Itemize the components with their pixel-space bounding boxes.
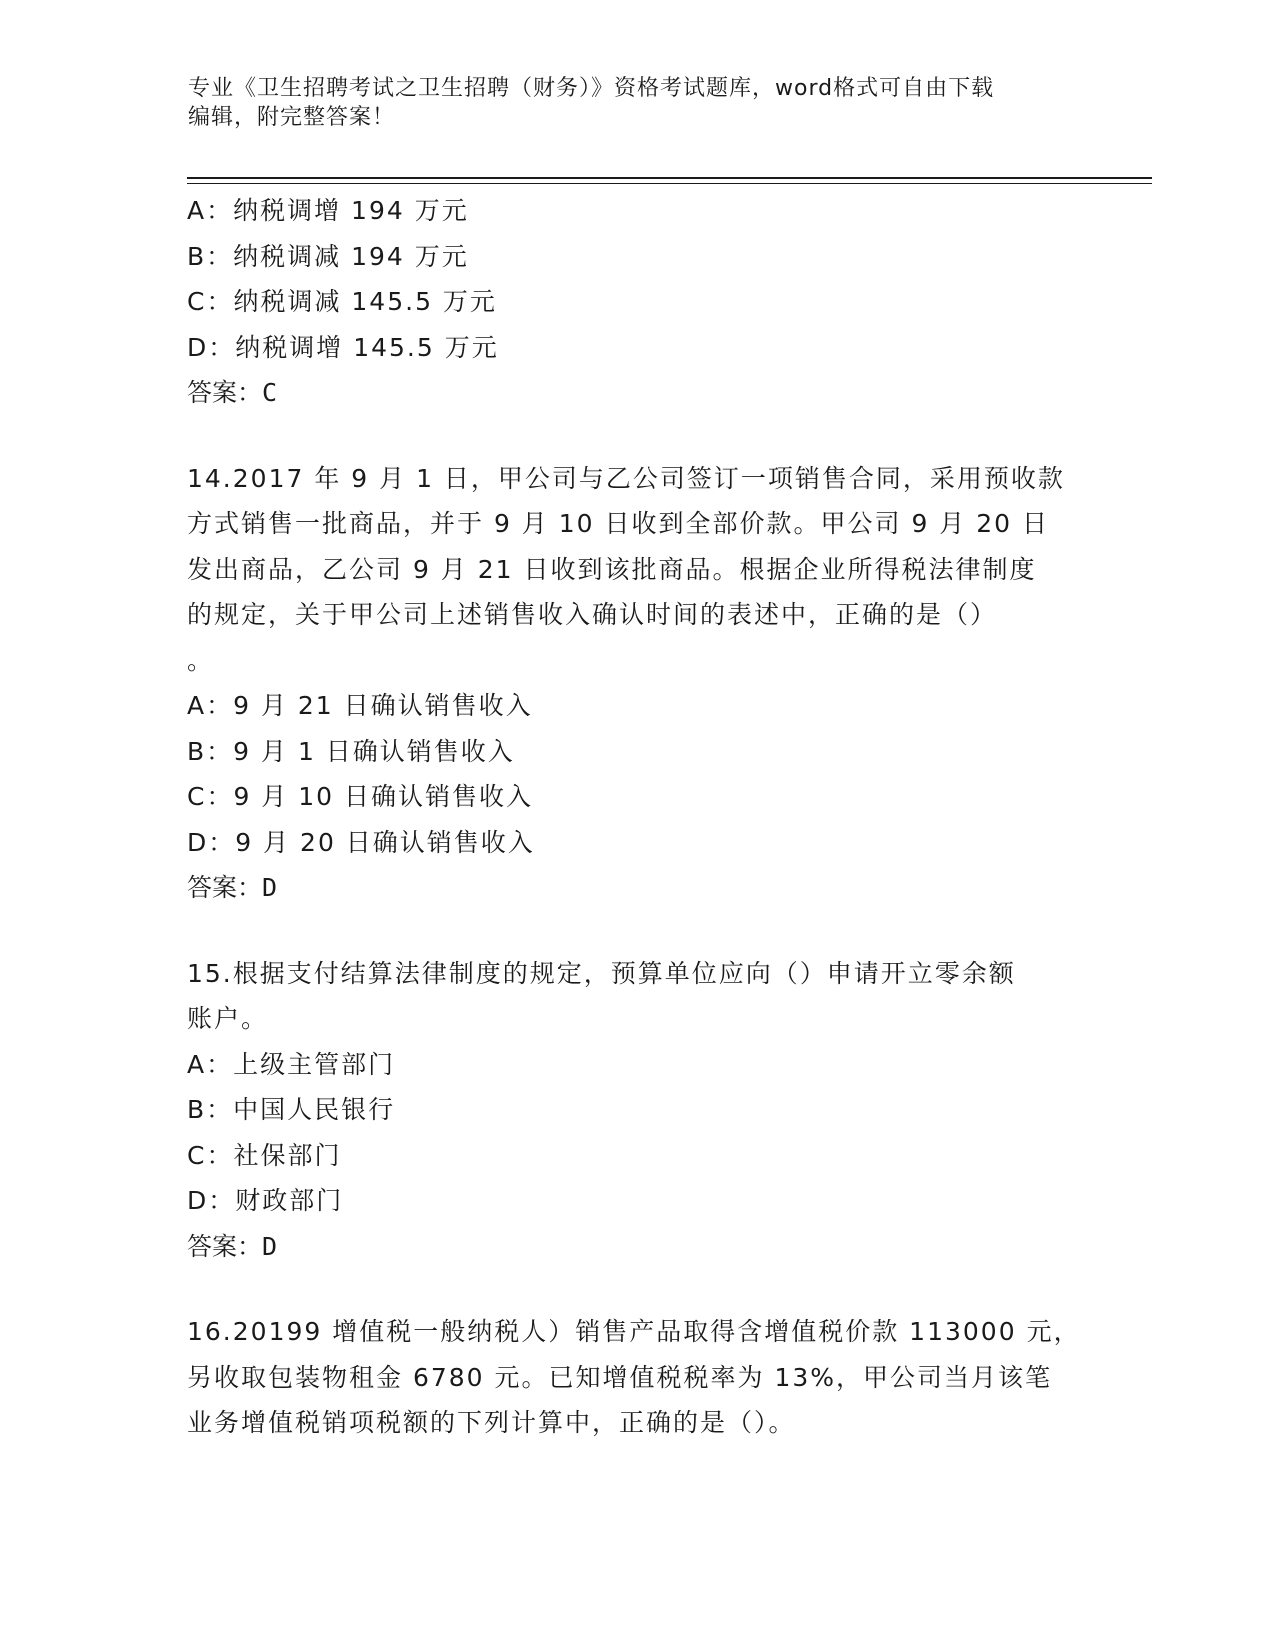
spacer xyxy=(187,1269,1087,1309)
document-body xyxy=(187,188,1087,1446)
question-stem-line: 发出商品，乙公司 9 月 21 日收到该批商品。根据企业所得税法律制度 xyxy=(187,554,1037,584)
question-stem-line: 业务增值税销项税额的下列计算中，正确的是（）。 xyxy=(187,1408,796,1437)
option-d: D：财政部门 xyxy=(187,1186,344,1215)
answer-value: D xyxy=(262,873,278,902)
spacer xyxy=(187,911,1087,951)
question-15 xyxy=(187,951,1087,1270)
answer-line xyxy=(187,865,1087,911)
answer-value: D xyxy=(262,1231,278,1261)
answer-line xyxy=(187,1224,1087,1270)
header-line-2: 编辑，附完整答案！ xyxy=(188,105,396,130)
option-d: D：纳税调增 145.5 万元 xyxy=(187,332,499,362)
question-14 xyxy=(187,456,1087,911)
question-stem-line: 另收取包装物租金 6780 元。已知增值税税率为 13%，甲公司当月该笔 xyxy=(187,1362,1053,1392)
question-stem-line: 16.20199 增值税一般纳税人）销售产品取得含增值税价款 113000 元， xyxy=(187,1317,1081,1346)
answer-label: 答案： xyxy=(187,873,263,902)
answer-label: 答案： xyxy=(187,378,263,407)
header-line-1: 专业《卫生招聘考试之卫生招聘（财务）》资格考试题库，word格式可自由下载 xyxy=(188,76,995,101)
option-b: B：9 月 1 日确认销售收入 xyxy=(187,736,515,766)
option-c: C：纳税调减 145.5 万元 xyxy=(187,287,497,316)
option-c: C：社保部门 xyxy=(187,1140,342,1170)
option-a: A：9 月 21 日确认销售收入 xyxy=(187,691,533,720)
question-stem-line: 15.根据支付结算法律制度的规定，预算单位应向（）申请开立零余额 xyxy=(187,958,1016,988)
header-rule-thick xyxy=(187,177,1152,179)
question-16 xyxy=(187,1309,1087,1446)
question-stem-line: 。 xyxy=(187,645,215,675)
answer-label: 答案： xyxy=(187,1231,263,1261)
option-b: B：纳税调减 194 万元 xyxy=(187,241,469,271)
question-stem-line: 账户。 xyxy=(187,1004,269,1033)
spacer xyxy=(187,416,1087,456)
option-b: B：中国人民银行 xyxy=(187,1095,396,1124)
document-header xyxy=(188,74,1088,132)
header-rule-thin xyxy=(187,183,1152,184)
question-13 xyxy=(187,188,1087,416)
option-c: C：9 月 10 日确认销售收入 xyxy=(187,782,534,811)
answer-line xyxy=(187,370,1087,416)
option-a: A：上级主管部门 xyxy=(187,1049,396,1079)
option-a: A：纳税调增 194 万元 xyxy=(187,196,469,225)
question-stem-line: 的规定，关于甲公司上述销售收入确认时间的表述中，正确的是（） xyxy=(187,600,998,629)
answer-value: C xyxy=(262,378,278,407)
question-stem-line: 14.2017 年 9 月 1 日，甲公司与乙公司签订一项销售合同，采用预收款 xyxy=(187,463,1065,493)
option-d: D：9 月 20 日确认销售收入 xyxy=(187,827,535,857)
question-stem-line: 方式销售一批商品，并于 9 月 10 日收到全部价款。甲公司 9 月 20 日 xyxy=(187,509,1050,538)
